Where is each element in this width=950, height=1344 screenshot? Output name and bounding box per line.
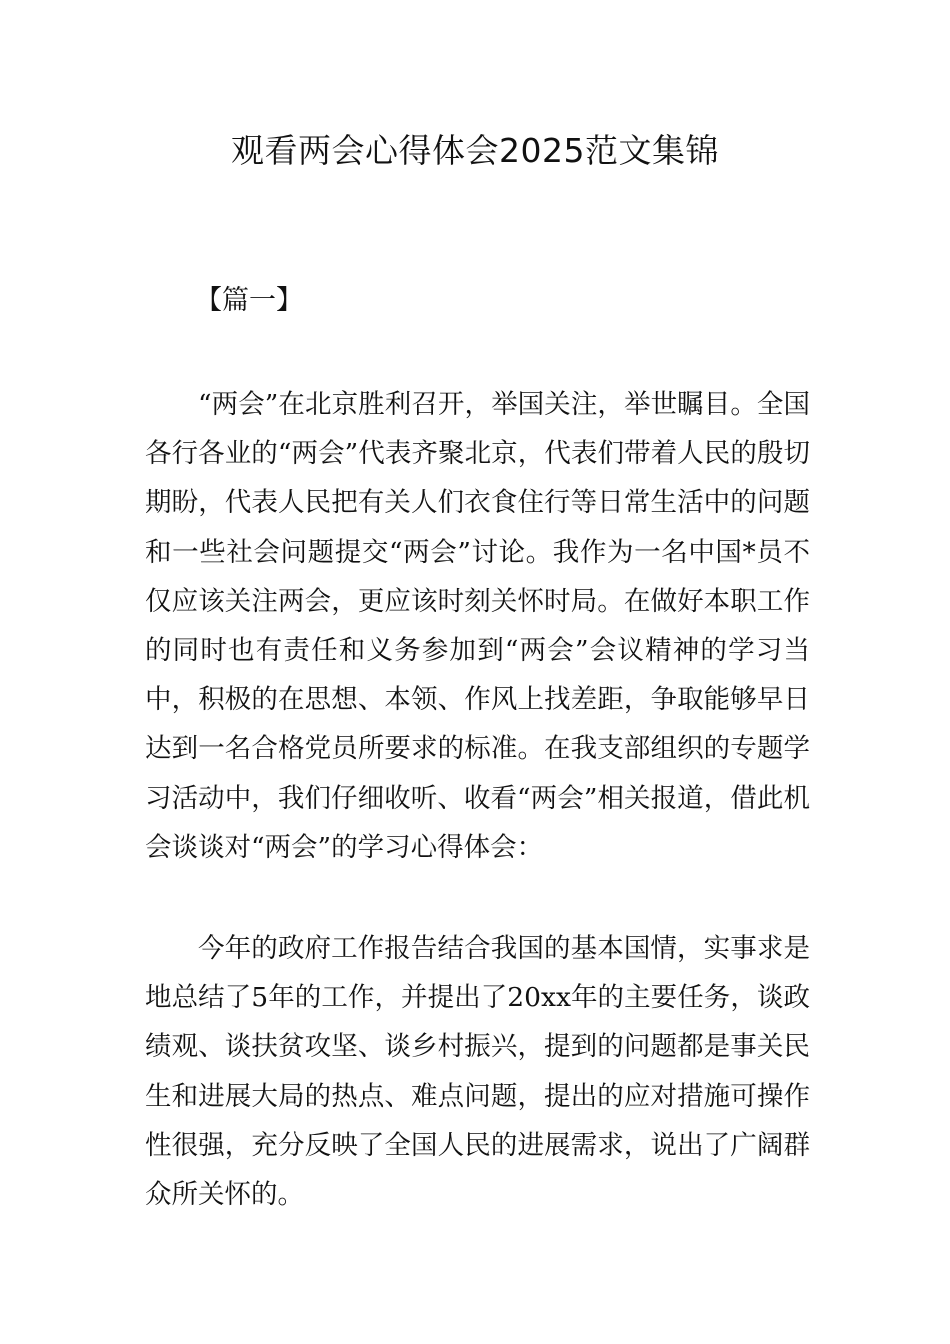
section-label: 【篇一】 bbox=[195, 285, 303, 316]
paragraph-2: 今年的政府工作报告结合我国的基本国情，实事求是地总结了5年的工作，并提出了20xx年的主要任务，谈政绩观、谈扶贫攻坚、谈乡村振兴，提到的问题都是事关民生和进展大局的热点、难点问题，提出的应对措施可操作性很强，充分反映了全国人民的进展需求，说出了广阔群众所关怀的。 bbox=[145, 933, 810, 1211]
document-title: 观看两会心得体会2025范文集锦 bbox=[231, 131, 719, 170]
paragraph-1: “两会”在北京胜利召开，举国关注，举世瞩目。全国各行各业的“两会”代表齐聚北京，代表们带着人民的殷切期盼，代表人民把有关人们衣食住行等日常生活中的问题和一些社会问题提交“两会”讨论。我作为一名中国*员不仅应该关注两会，更应该时刻关怀时局。在做好本职工作的同时也有责任和义务参加到“两会”会议精神的学习当中，积极的在思想、本领、作风上找差距，争取能够早日达到一名合格党员所要求的标准。在我支部组织的专题学习活动中，我们仔细收听、收看“两会”相关报道，借此机会谈谈对“两会”的学习心得体会： bbox=[145, 389, 810, 863]
